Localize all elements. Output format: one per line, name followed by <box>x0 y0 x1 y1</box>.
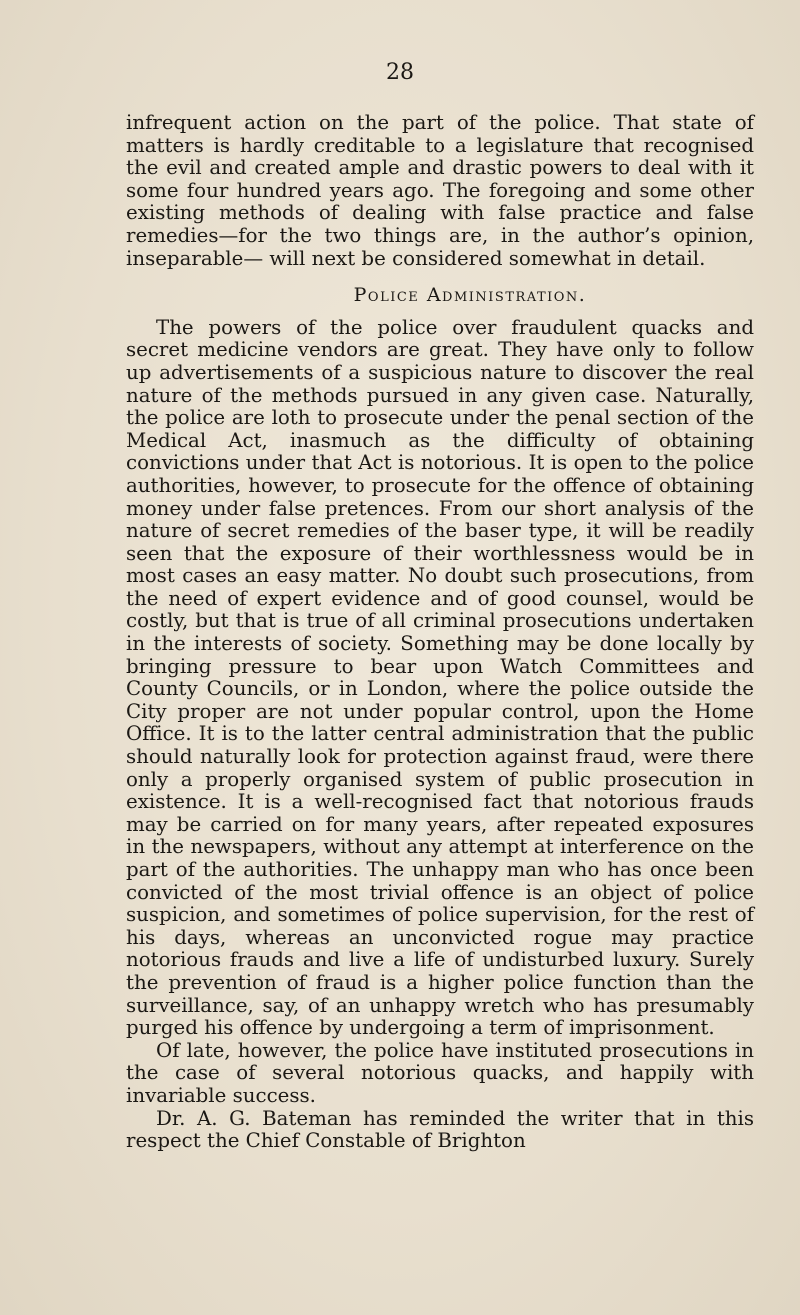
intro-paragraph: infrequent action on the part of the police. That state of matters is hardly creditable to a legislature that recognised the evil and created ample and drastic powers to deal with it some four hundred years ago. The foregoing and some other existing methods of dealing with false practice and false remedies—for the two things are, in the author’s opinion, inseparable— will next be considered somewhat in detail. <box>126 111 754 270</box>
section-heading: Police Administration. <box>353 284 587 307</box>
paragraph-bateman: Dr. A. G. Bateman has reminded the writer that in this respect the Chief Constable of Brighton <box>126 1106 754 1153</box>
paragraph-prosecutions: Of late, however, the police have instituted prosecutions in the case of several notorious quacks, and happily with invariable success. <box>126 1038 754 1107</box>
body-text <box>126 112 754 1153</box>
paragraph-police-powers: The powers of the police over fraudulent quacks and secret medicine vendors are great. They have only to follow up advertisements of a suspicious nature to discover the real nature of the methods pursued in any given case. Naturally, the police are loth to prosecute under the penal section of the Medical Act, inasmuch as the difficulty of obtaining convictions under that Act is notorious. It is open to the police authorities, however, to prosecute for the offence of obtaining money under false pretences. From our short analysis of the nature of secret remedies of the baser type, it will be readily seen that the exposure of their worthlessness would be in most cases an easy matter. No doubt such prosecutions, from the need of expert evidence and of good counsel, would be costly, but that is true of all criminal prosecutions undertaken in the interests of society. Something may be done locally by bringing pressure to bear upon Watch Committees and County Councils, or in London, where the police outside the City proper are not under popular control, upon the Home Office. It is to the latter central administration that the public should naturally look for protection against fraud, were there only a properly organised system of public prosecution in existence. It is a well-recognised fact that notorious frauds may be carried on for many years, after repeated exposures in the newspapers, without any attempt at interference on the part of the authorities. The unhappy man who has once been convicted of the most trivial offence is an object of police suspicion, and sometimes of police supervision, for the rest of his days, whereas an unconvicted rogue may practice notorious frauds and live a life of undisturbed luxury. Surely the prevention of fraud is a higher police function than the surveillance, say, of an unhappy wretch who has presumably purged his offence by undergoing a term of imprisonment. <box>126 315 754 1040</box>
page-number: 28 <box>386 60 414 85</box>
